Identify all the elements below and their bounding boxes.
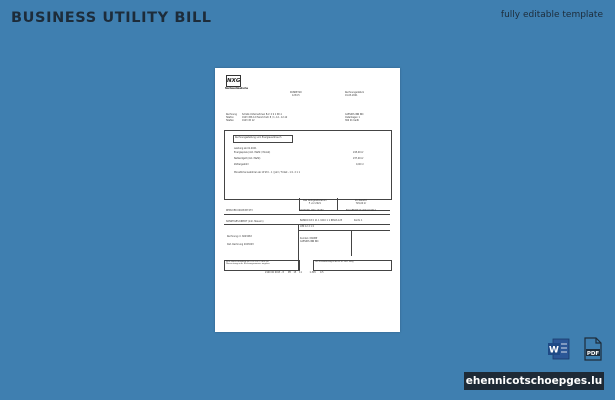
row-label-2: Netzentgelt (inkl. MwSt) — [234, 157, 261, 160]
svg-text:W: W — [549, 345, 559, 356]
row-label-1: Energiepreis (inkl. MwSt / Monat) — [234, 151, 271, 154]
row-label-3: Zählergebühr — [234, 163, 249, 166]
footer-cell-1: NACHUNG ORG 13257 — [299, 209, 324, 212]
sub-right: Konto 1 — [354, 219, 363, 222]
bill-document — [215, 68, 400, 332]
note-right: Der Gesamtbetrag ist bis 01.01.2021 fällig — [315, 261, 354, 263]
page-subtitle: fully editable template — [500, 10, 603, 20]
invoice-date-line: Dat. Rechnung 2023003 — [227, 243, 254, 246]
right-box-1: ATN 12 2 1 0 — [300, 225, 315, 228]
row-label-0: Leistung ab 01.2021 — [234, 147, 257, 150]
customer-number: KUNDE NO 1234 5 — [290, 91, 302, 97]
sub-left: SONSTIGES KREDIT (inkl. Steuern) — [226, 220, 264, 223]
recipient-line-2: Osterdagen 1 — [345, 116, 360, 119]
footer-cell-0: REDUCER 00023457473 — [226, 209, 253, 212]
company-logo-subtitle: Nordwestdeutsche — [225, 87, 249, 90]
brand-label[interactable]: ehennicotschoepges.lu — [464, 372, 604, 390]
amount-due: Zu Bezahlt 729,00 kr — [355, 199, 367, 205]
word-icon[interactable] — [548, 338, 570, 360]
section-heading: Rechnungsstellung vom Energieverbrauch — [235, 136, 282, 139]
customer-line-2: 0123 456 12 Heinrichstr. 8 / 1, 12 - 12.12 — [242, 116, 288, 119]
footer-cell-2: FOLGENDE ST 2024 P 9012 — [346, 209, 376, 212]
recipient-line-3: 360 01 Kadti — [345, 119, 359, 122]
row-value-3: 0,00 kr — [356, 163, 364, 166]
customer-line-3: 0123 45 12 — [242, 119, 255, 122]
period-label: Das Gültigkeitsdatum F. vor 2021 — [303, 199, 327, 205]
sub-mid: BANKIO 18 0 11 1 1010 1 1 REGIS 123 — [300, 219, 343, 222]
company-logo: NXG — [226, 75, 241, 87]
svg-text:PDF: PDF — [586, 350, 600, 357]
customer-label-1: Rechnung — [226, 113, 237, 116]
customer-label-2: Telefon — [226, 116, 234, 119]
note-left: Neue Bankverbindung ab 01.01.2021 / Bitte bei Überweisungen die Rechnungsnummer angeben — [226, 261, 270, 266]
customer-label-3: Telefax — [226, 119, 234, 122]
right-box-2: Kunden: DKOBP CAESIDS INN INC — [300, 237, 319, 243]
row-value-1: 245,00 kr — [353, 151, 364, 154]
bottom-code-line: 2100 00 0013 - 8 P8 15 11 1.345 0.5 — [265, 271, 324, 274]
customer-line-1: Schatz-Unternehmen B.V. 2 S 1 Str.1 — [242, 113, 282, 116]
invoice-number: Rechnung nr. 6023463 — [227, 235, 252, 238]
row-value-2: 237,00 kr — [353, 157, 364, 160]
pdf-icon[interactable] — [583, 337, 603, 361]
page-title: BUSINESS UTILITY BILL — [11, 10, 212, 26]
recipient-line-1: CAESIDS INN INC — [345, 113, 364, 116]
invoice-date: Rechnungsdatum 01.03.2021 — [345, 91, 365, 97]
row-label-4: Monatliche Gebühren ab 1P Ø 0 - 1 / Jahr / Ticket - 1 K. 2 1 1 — [234, 171, 301, 174]
